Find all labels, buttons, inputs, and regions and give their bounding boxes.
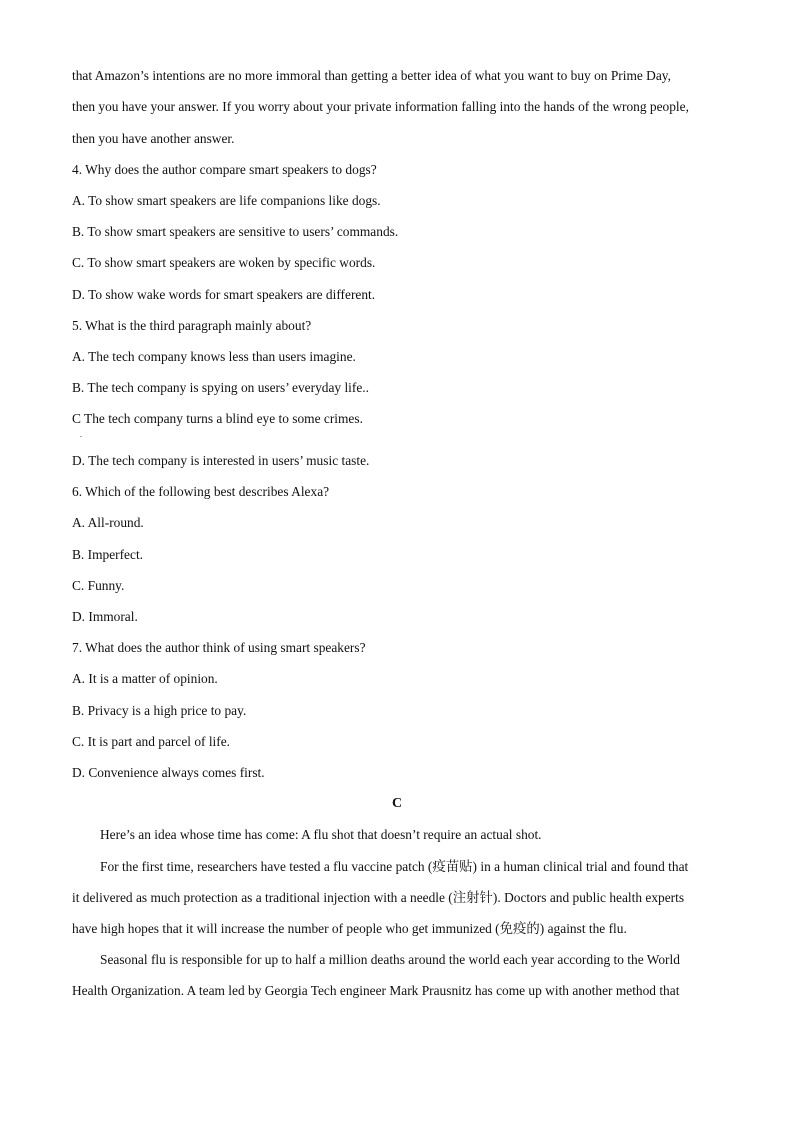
question-7-option-a: A. It is a matter of opinion. (72, 671, 218, 686)
section-heading: C (391, 796, 403, 811)
question-5-option-a: A. The tech company knows less than users imagine. (72, 349, 356, 364)
question-7-option-d: D. Convenience always comes first. (72, 765, 265, 780)
question-6-option-d: D. Immoral. (72, 609, 138, 624)
question-6-option-b: B. Imperfect. (72, 547, 144, 562)
question-7-stem: 7. What does the author think of using smart speakers? (72, 640, 366, 655)
question-4-option-d: D. To show wake words for smart speakers are different. (72, 287, 376, 302)
paragraph-line: Here’s an idea whose time has come: A flu shot that doesn’t require an actual shot. (100, 827, 542, 842)
question-7-option-b: B. Privacy is a high price to pay. (72, 703, 247, 718)
passage-line: then you have another answer. (72, 131, 235, 146)
passage-line: then you have your answer. If you worry about your private information falling into the hands of the wrong people, (72, 99, 689, 114)
paragraph-line: it delivered as much protection as a traditional injection with a needle (注射针). Doctors and public health experts (72, 890, 685, 905)
passage-line: that Amazon’s intentions are no more immoral than getting a better idea of what you want to buy on Prime Day, (72, 68, 671, 83)
question-6-option-c: C. Funny. (72, 578, 125, 593)
question-4-stem: 4. Why does the author compare smart speakers to dogs? (72, 162, 377, 177)
question-7-option-c: C. It is part and parcel of life. (72, 734, 231, 749)
question-5-stem: 5. What is the third paragraph mainly about? (72, 318, 312, 333)
paragraph-line: For the first time, researchers have tested a flu vaccine patch (疫苗贴) in a human clinical trial and found that (100, 859, 689, 874)
paragraph-line: Health Organization. A team led by Georgia Tech engineer Mark Prausnitz has come up with another method that (72, 983, 680, 998)
question-6-stem: 6. Which of the following best describes Alexa? (72, 484, 330, 499)
question-4-option-c: C. To show smart speakers are woken by specific words. (72, 255, 376, 270)
paragraph-line: have high hopes that it will increase the number of people who get immunized (免疫的) against the flu. (72, 921, 627, 936)
question-5-option-b: B. The tech company is spying on users’ everyday life.. (72, 380, 369, 395)
paragraph-line: Seasonal flu is responsible for up to half a million deaths around the world each year according to the World (100, 952, 680, 967)
question-4-option-b: B. To show smart speakers are sensitive to users’ commands. (72, 224, 399, 239)
stray-mark: . (80, 430, 82, 439)
question-5-option-c: C The tech company turns a blind eye to some crimes. (72, 411, 363, 426)
question-4-option-a: A. To show smart speakers are life companions like dogs. (72, 193, 381, 208)
question-5-option-d: D. The tech company is interested in users’ music taste. (72, 453, 370, 468)
question-6-option-a: A. All-round. (72, 515, 144, 530)
